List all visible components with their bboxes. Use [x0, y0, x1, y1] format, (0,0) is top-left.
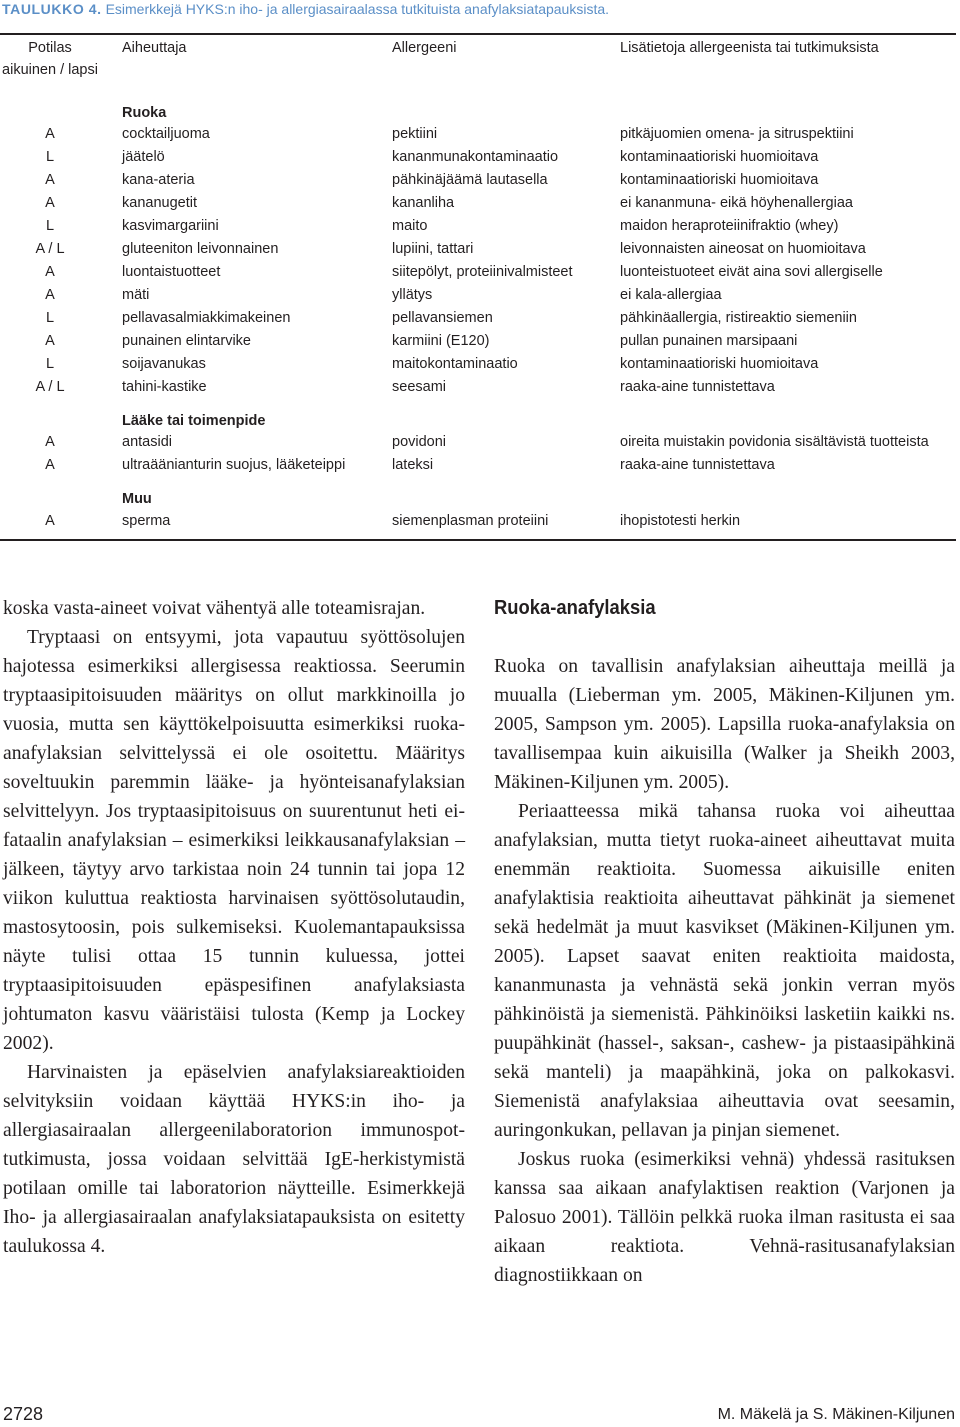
cell-cause: kana-ateria [122, 172, 195, 188]
cell-patient: A [45, 333, 55, 349]
cell-cause: jäätelö [122, 149, 165, 165]
cell-cause: ultraäänianturin suojus, lääketeippi [122, 457, 346, 473]
cell-patient: A / L [35, 379, 65, 395]
cell-cause: cocktailjuoma [122, 126, 210, 142]
cell-info: ihopistotesti herkin [620, 513, 741, 529]
cell-allergen: kananliha [392, 195, 455, 211]
cell-allergen: maito [392, 218, 428, 234]
cell-patient: A [45, 434, 55, 450]
cell-patient: L [45, 218, 55, 234]
table-bottom-rule [0, 539, 956, 541]
page-number: 2728 [3, 1404, 44, 1424]
cell-allergen: karmiini (E120) [392, 333, 490, 349]
cell-cause: gluteeniton leivonnainen [122, 241, 279, 257]
table-caption-label: TAULUKKO 4. [2, 1, 102, 17]
cell-info: maidon heraproteiinifraktio (whey) [620, 218, 839, 234]
body-right-paragraph: Periaatteessa mikä tahansa ruoka voi aiheuttaa anafylaksian, mutta tietyt ruoka-aineet aiheuttavat muita enemmän reaktioita. Suomessa aikuisille eniten anafylaktisia reaktioita aiheuttavat pähkinät ja siemenet sekä hedelmät ja muut kasvikset (Mäkinen-Kiljunen ym. 2005). Lapset saavat eniten reaktioita maidosta, kananmunasta ja vehnästä sekä jonkin verran myös pähkinöistä ja siemenistä. Pähkinöiksi lasketiin kaikki ns. puupähkinät (hassel-, saksan-, cashew- ja pistaasipähkinä sekä manteli) ja maapähkinä, joka on palkokasvi. Siemenistä anafylaksiaa aiheuttavia ovat seesamin, auringonkukan, pellavan ja pinjan siemenet. [494, 801, 955, 1141]
footer-authors: M. Mäkelä ja S. Mäkinen-Kiljunen [717, 1406, 955, 1423]
cell-patient: A [45, 195, 55, 211]
cell-patient: A [45, 457, 55, 473]
cell-cause: punainen elintarvike [122, 333, 251, 349]
cell-cause: tahini-kastike [122, 379, 207, 395]
cell-cause: kasvimargariini [122, 218, 219, 234]
cell-info: kontaminaatioriski huomioitava [620, 149, 819, 165]
body-right-paragraph: Ruoka on tavallisin anafylaksian aiheuttaja meillä ja muualla (Lieberman ym. 2005, Mäkinen-Kiljunen ym. 2005, Sampson ym. 2005). Lapsilla ruoka-anafylaksia on tavallisempaa kuin aikuisilla (Walker ja Sheikh 2003, Mäkinen-Kiljunen ym. 2005). [494, 656, 955, 793]
table-caption [2, 0, 960, 18]
header-allergen: Allergeeni [392, 40, 457, 56]
cell-info: raaka-aine tunnistettava [620, 457, 775, 473]
header-cause: Aiheuttaja [122, 40, 187, 56]
cell-info: pitkäjuomien omena- ja sitruspektiini [620, 126, 854, 142]
cell-patient: L [45, 356, 55, 372]
table-section-title: Muu [122, 491, 152, 507]
cell-info: ei kala-allergiaa [620, 287, 722, 303]
cell-cause: antasidi [122, 434, 172, 450]
cell-cause: soijavanukas [122, 356, 206, 372]
cell-info: oireita muistakin povidonia sisältävistä tuotteista [620, 434, 929, 450]
cell-cause: pellavasalmiakkimakeinen [122, 310, 291, 326]
section-heading: Ruoka-anafylaksia [494, 597, 656, 619]
cell-cause: kananugetit [122, 195, 197, 211]
body-left-paragraph: koska vasta-aineet voivat vähentyä alle toteamisrajan. [3, 598, 426, 619]
cell-allergen: siemenplasman proteiini [392, 513, 549, 529]
cell-patient: L [45, 310, 55, 326]
header-patient [0, 37, 100, 81]
cell-patient: A [45, 264, 55, 280]
table-top-rule [0, 33, 956, 35]
cell-patient: A / L [35, 241, 65, 257]
cell-allergen: siitepölyt, proteiinivalmisteet [392, 264, 573, 280]
cell-cause: mäti [122, 287, 150, 303]
cell-cause: luontaistuotteet [122, 264, 221, 280]
cell-patient: A [45, 287, 55, 303]
body-left-paragraph: Tryptaasi on entsyymi, jota vapautuu syöttösolujen hajotessa esimerkiksi allergisessa reaktiossa. Seerumin tryptaasipitoisuuden määritys on ollut markkinoilla jo vuosia, mutta sen käyttökelpoisuutta esimerkiksi ruoka-anafylaksian selvittelyssä ei ole osoitettu. Määritys soveltuukin paremmin lääke- ja hyönteisanafylaksian selvittelyyn. Jos tryptaasipitoisuus on suurentunut heti ei-fataalin anafylaksian – esimerkiksi leikkausanafylaksian – jälkeen, täytyy arvo tarkistaa noin 24 tunnin tai jopa 12 viikon kuluttua reaktiosta harvinaisen syöttösolutaudin, mastosytoosin, pois sulkemiseksi. Kuolemantapauksissa näyte tulisi ottaa 15 tunnin kuluessa, jottei tryptaasipitoisuuden epäspesifinen anafylaksiasta johtumaton kasvu vääristäisi tulosta (Kemp ja Lockey 2002). [3, 627, 465, 1054]
cell-info: pähkinäallergia, ristireaktio siemeniin [620, 310, 857, 326]
cell-allergen: povidoni [392, 434, 447, 450]
cell-allergen: kananmunakontaminaatio [392, 149, 559, 165]
cell-info: luonteistuoteet eivät aina sovi allergiselle [620, 264, 883, 280]
header-patient-line1: Potilas [28, 40, 72, 56]
cell-allergen: pellavansiemen [392, 310, 493, 326]
table-caption-text: Esimerkkejä HYKS:n iho- ja allergiasairaalassa tutkituista anafylaksiatapauksista. [105, 1, 610, 17]
body-left-column [3, 594, 465, 1261]
cell-info: leivonnaisten aineosat on huomioitava [620, 241, 866, 257]
cell-patient: A [45, 126, 55, 142]
cell-info: ei kananmuna- eikä höyhenallergiaa [620, 195, 853, 211]
cell-info: pullan punainen marsipaani [620, 333, 798, 349]
cell-allergen: lupiini, tattari [392, 241, 474, 257]
cell-allergen: yllätys [392, 287, 433, 303]
body-right-paragraph: Joskus ruoka (esimerkiksi vehnä) yhdessä rasituksen kanssa saa aikaan anafylaktisen reaktion (Varjonen ja Palosuo 2001). Tällöin pelkkä ruoka ilman rasitusta ei saa aikaan reaktiota. Vehnä-rasitusanafylaksian diagnostiikkaan on [494, 1149, 955, 1286]
cell-patient: A [45, 513, 55, 529]
cell-patient: L [45, 149, 55, 165]
cell-allergen: pektiini [392, 126, 438, 142]
table-section-title: Lääke tai toimenpide [122, 413, 266, 429]
cell-allergen: lateksi [392, 457, 434, 473]
cell-info: raaka-aine tunnistettava [620, 379, 775, 395]
cell-cause: sperma [122, 513, 171, 529]
cell-allergen: maitokontaminaatio [392, 356, 518, 372]
header-patient-line2: aikuinen / lapsi [2, 62, 98, 78]
cell-allergen: pähkinäjäämä lautasella [392, 172, 548, 188]
cell-info: kontaminaatioriski huomioitava [620, 356, 819, 372]
cell-info: kontaminaatioriski huomioitava [620, 172, 819, 188]
body-right-column [494, 652, 955, 1290]
header-info: Lisätietoja allergeenista tai tutkimuksista [620, 40, 879, 56]
cell-allergen: seesami [392, 379, 446, 395]
cell-patient: A [45, 172, 55, 188]
body-left-paragraph: Harvinaisten ja epäselvien anafylaksiareaktioiden selvityksiin voidaan käyttää HYKS:in iho- ja allergiasairaalan allergeenilaboratorion immunospot-tutkimusta, jossa voidaan selvittää IgE-herkistymistä potilaan omille tai laboratorion näytteille. Esimerkkejä Iho- ja allergiasairaalan anafylaksiatapauksista on esitetty taulukossa 4. [3, 1062, 465, 1257]
table-section-title: Ruoka [122, 105, 167, 121]
